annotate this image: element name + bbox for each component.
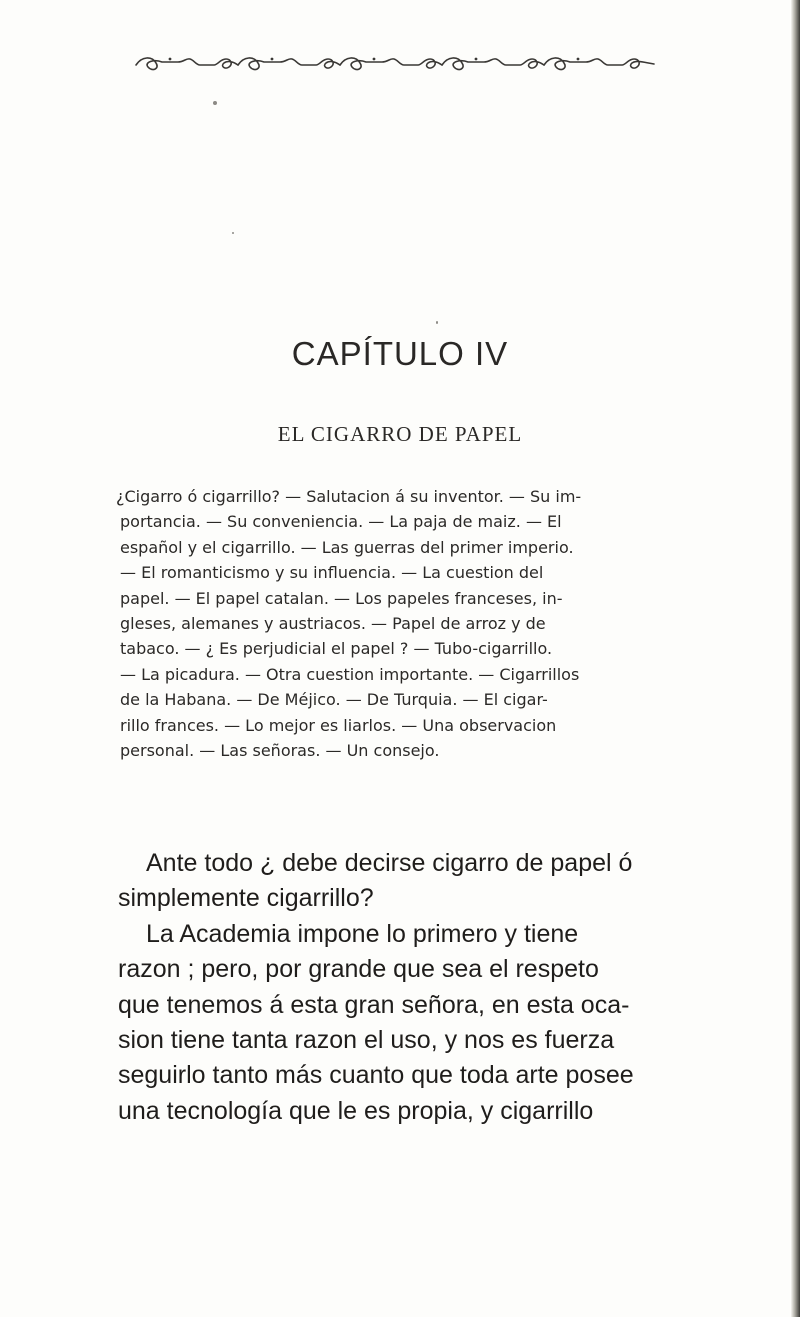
summary-line: de la Habana. — De Méjico. — De Turquia. — El cigar- — [120, 690, 548, 710]
summary-line: ¿Cigarro ó cigarrillo? — Salutacion á su inventor. — Su im- — [116, 487, 582, 506]
vine-border-icon — [130, 50, 660, 76]
ink-speck — [232, 232, 234, 234]
summary-line: papel. — El papel catalan. — Los papeles franceses, in- — [120, 588, 563, 608]
ink-speck — [436, 321, 438, 324]
body-line: La Academia impone lo primero y tiene — [146, 919, 579, 948]
body-paragraphs — [118, 846, 798, 1129]
ink-speck — [213, 101, 217, 105]
summary-line: rillo frances. — Lo mejor es liarlos. — Una observacion — [120, 715, 557, 735]
body-line: sion tiene tanta razon el uso, y nos es fuerza — [118, 1026, 615, 1055]
summary-line: portancia. — Su conveniencia. — La paja de maiz. — El — [120, 512, 562, 532]
chapter-summary — [116, 484, 796, 763]
summary-line: español y el cigarrillo. — Las guerras del primer imperio. — [120, 537, 574, 557]
summary-line: tabaco. — ¿ Es perjudicial el papel ? — Tubo-cigarrillo. — [120, 639, 553, 659]
summary-line: — La picadura. — Otra cuestion importante. — Cigarrillos — [120, 664, 580, 684]
chapter-title: CAPÍTULO IV — [291, 335, 509, 372]
body-line: simplemente cigarrillo? — [118, 884, 374, 913]
body-line: seguirlo tanto más cuanto que toda arte posee — [118, 1061, 634, 1090]
summary-line: — El romanticismo y su influencia. — La cuestion del — [120, 563, 544, 583]
body-line: una tecnología que le es propia, y cigarrillo — [118, 1096, 594, 1125]
summary-line: gleses, alemanes y austriacos. — Papel de arroz y de — [120, 614, 546, 634]
summary-line: personal. — Las señoras. — Un consejo. — [120, 741, 440, 761]
body-line: Ante todo ¿ debe decirse cigarro de papel ó — [146, 849, 633, 877]
body-line: que tenemos á esta gran señora, en esta oca- — [118, 990, 630, 1019]
chapter-subtitle: EL CIGARRO DE PAPEL — [277, 422, 523, 446]
page-edge-shadow — [791, 0, 800, 1317]
body-line: razon ; pero, por grande que sea el respeto — [118, 955, 599, 984]
